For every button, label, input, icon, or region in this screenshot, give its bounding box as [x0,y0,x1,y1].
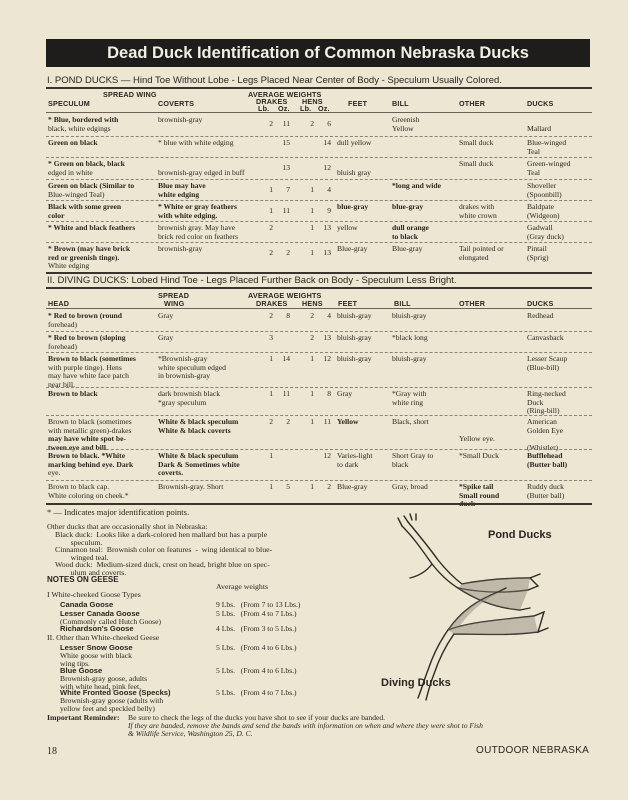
goose-description: Brownish-gray goose (adults with [60,696,164,705]
row-divider [46,415,592,416]
pond-coverts: brownish-gray [158,244,203,253]
rule [46,112,592,113]
row-divider [46,221,592,222]
diving-header-avg: AVERAGE WEIGHTS [248,291,322,300]
pond-ducks-name: Teal [527,167,540,177]
page-number: 18 [47,746,57,757]
pond-speculum: Black with some green [48,202,122,211]
page-title: Dead Duck Identification of Common Nebraska Ducks [107,44,529,62]
pond-drake-oz: 2 [286,248,290,257]
pond-coverts: brick red color on feathers [158,231,239,241]
pond-speculum: Green on black [48,138,98,147]
pond-speculum: * Blue, bordered with [48,115,119,124]
diving-head: with metallic green)-drakes [48,425,132,435]
goose-description: yellow feet and speckled belly) [60,703,155,713]
diving-head: Brown to black [48,389,98,398]
rule [46,308,592,309]
pond-speculum: black, white edgings [48,123,111,133]
diving-ducks-name: American [527,417,557,426]
diving-bill: Black, short [392,417,429,426]
magazine-name: OUTDOOR NEBRASKA [476,745,590,756]
pond-coverts: brownish gray. May have [158,223,236,232]
diving-ducks-name: (Butter ball) [527,459,568,469]
pond-feet: bluish gray [337,167,371,177]
diving-head: Brown to black (sometimes [48,417,132,426]
pond-bill: Yellow [392,123,414,133]
pond-feet: dull yellow [337,138,372,147]
pond-header-hens: HENS [302,97,323,106]
diving-header-wing: WING [164,299,185,308]
diving-feet: Blue-gray [337,482,368,491]
pond-coverts: * White or gray feathers [158,202,238,211]
row-divider [46,331,592,332]
diving-feet: Varies-light [337,451,373,460]
goose-description: Brownish-gray goose, adults [60,674,148,683]
diving-ducks-name: Ring-necked [527,389,566,398]
row-divider [46,387,592,388]
diving-drake-oz: 5 [286,482,290,491]
diving-header-bill: BILL [394,299,411,308]
other-duck-line: Cinnamon teal: Brownish color on features - wing identical to blue- [55,545,273,555]
diving-head: marking behind eye. Dark [48,459,134,469]
diving-head: may have white spot be- [48,434,127,443]
diving-hen-oz: 2 [327,482,331,491]
pond-speculum: Green on black (Similar to [48,181,135,190]
pond-coverts: with white edging. [158,210,218,220]
diving-hen-oz: 12 [323,354,331,363]
diving-drake-lb: 1 [269,451,273,460]
diving-other: Small round [459,490,500,500]
diving-drake-lb: 1 [269,482,273,491]
diving-head: * Red to brown (sloping [48,333,126,342]
reminder-line: If they are banded, remove the bands and send the bands with information on when and where they were shot to Fish [128,721,483,730]
diving-hen-lb: 1 [310,389,314,398]
diving-bill: bluish-gray [392,311,427,320]
pond-other: white crown [459,210,497,220]
pond-ducks-name: (Sprig) [527,252,549,262]
diving-drake-lb: 2 [269,417,273,426]
pond-speculum: red or greenish tinge). [48,252,120,262]
goose-description: White goose with black [60,651,132,660]
other-duck-line: winged teal. [55,552,109,562]
diving-drake-oz: 14 [282,354,290,363]
rule [46,503,592,505]
diving-bill: black [392,459,409,469]
pond-header-drakes: DRAKES [256,97,288,106]
diving-bill: bluish-gray [392,354,427,363]
pond-feet: Blue-gray [337,244,368,253]
goose-weight: 9 Lbs. (From 7 to 13 Lbs.) [216,600,301,609]
diving-bill: white ring [392,397,424,407]
diving-head: * Red to brown (round [48,311,122,320]
diving-hen-oz: 13 [323,333,331,342]
pond-ducks-name: (Widgeon) [527,210,560,220]
diving-hen-lb: 1 [310,417,314,426]
diving-header-feet: FEET [338,299,358,308]
pond-other: Small duck [459,138,494,147]
pond-hen-lb: 2 [310,119,314,128]
diving-head: near bill. [48,379,75,389]
diving-header-spread: SPREAD [158,291,190,300]
diving-ducks-name: Lesser Scaup [527,354,568,363]
diving-other: Yellow eye. [459,434,495,443]
goose-weight: 5 Lbs. (From 4 to 7 Lbs.) [216,688,297,697]
goose-description: wing tips. [60,658,90,668]
diving-wing: coverts. [158,468,184,477]
reminder-label: Important Reminder: [47,713,120,722]
diving-feet: Yellow [337,417,359,426]
diving-header-head: HEAD [48,299,70,308]
pond-ducks-name: Blue-winged [527,138,567,147]
diving-wing: *gray speculum [158,397,207,407]
pond-header-oz1: Oz. [278,104,290,113]
diving-hen-oz: 8 [327,389,331,398]
pond-drake-oz: 15 [282,138,290,147]
diving-drake-lb: 2 [269,311,273,320]
pond-feet: blue-gray [337,202,369,211]
diving-bill: Short Gray to [392,451,434,460]
diving-ducks-name: Redhead [527,311,554,320]
goose-name: White Fronted Goose (Specks) [60,688,171,697]
diving-other: *Spike tail [459,482,494,491]
diving-hen-lb: 2 [310,311,314,320]
pond-ducks-name: Baldpate [527,202,554,211]
pond-header-avg: AVERAGE WEIGHTS [248,90,322,99]
pond-other: drakes with [459,202,495,211]
diving-hen-oz: 4 [327,311,331,320]
geese-group-2: II. Other than White-cheeked Geese [47,633,160,642]
row-divider [46,242,592,243]
other-duck-line: speculum. [55,537,103,547]
diving-header-drakes: DRAKES [256,299,288,308]
pond-drake-lb: 1 [269,206,273,215]
diving-hen-oz: 12 [323,451,331,460]
diving-head: forehead) [48,319,78,329]
diving-hen-lb: 1 [310,482,314,491]
diving-wing: *Brownish-gray [158,354,208,363]
pond-speculum: * Brown (may have brick [48,244,131,253]
diving-head: forehead) [48,341,78,351]
diving-drake-oz: 2 [286,417,290,426]
pond-other: Tail pointed or [459,244,504,253]
pond-header-speculum: SPECULUM [48,99,90,108]
pond-other: elongated [459,252,489,262]
pond-ducks-name: (Gray duck) [527,231,564,241]
pond-hen-lb: 1 [310,248,314,257]
pond-speculum: edged in white [48,167,93,177]
diving-other: duck [459,499,476,508]
pond-speculum: * Green on black, black [48,159,125,168]
diving-wing: White & black speculum [158,451,239,460]
pond-hen-oz: 13 [323,223,331,232]
rule [46,287,592,289]
footnote: * — Indicates major identification points. [47,507,190,517]
diving-wing: Gray [158,333,174,342]
row-divider [46,200,592,201]
pond-drake-oz: 11 [282,206,290,215]
diving-ducks-heading: II. DIVING DUCKS: Lobed Hind Toe - Legs Placed Further Back on Body - Speculum Less Bright. [47,275,457,286]
goose-name: Lesser Canada Goose [60,609,140,618]
diving-header-hens: HENS [302,299,323,308]
diving-feet: Gray [337,389,353,398]
goose-name: Richardson's Goose [60,624,134,633]
diving-ducks-name: Golden Eye [527,425,564,435]
other-ducks-intro: Other ducks that are occasionally shot in Nebraska: [47,522,208,531]
pond-bill: Greenish [392,115,420,124]
diving-feet: bluish-gray [337,333,372,342]
row-divider [46,136,592,137]
diving-wing: dark brownish black [158,389,220,398]
diving-drake-oz: 11 [282,389,290,398]
diving-ducks-name: (Whistler) [527,442,559,452]
diving-head: Brown to black cap. [48,482,110,491]
pond-ducks-name: Teal [527,146,540,156]
diving-wing: Dark & Sometimes white [158,459,240,469]
goose-weight: 5 Lbs. (From 4 to 6 Lbs.) [216,666,297,675]
pond-speculum: * White and black feathers [48,223,136,232]
diving-wing: White & black speculum [158,417,239,426]
goose-name: Blue Goose [60,666,103,675]
reminder-line: & Wildlife Service, Washington 25, D. C. [128,729,253,738]
diving-head: with purple tinge). Hens [48,362,122,372]
pond-speculum: White edging [48,261,90,270]
pond-bill: to black [392,231,418,241]
diving-hen-lb: 2 [310,333,314,342]
pond-ducks-name: Green-winged [527,159,571,168]
diving-head: Brown to black. *White [48,451,126,460]
pond-header-spread: SPREAD WING [103,90,157,99]
pond-header-ducks: DUCKS [527,99,554,108]
diving-other: *Small Duck [459,451,499,460]
pond-speculum: color [48,210,65,220]
pond-drake-oz: 7 [286,185,290,194]
diving-ducks-name: Duck [527,397,544,407]
pond-hen-oz: 9 [327,206,331,215]
goose-description: with white head, pink feet. [60,681,141,691]
pond-drake-lb: 1 [269,185,273,194]
pond-feet: yellow [337,223,358,232]
pond-hen-oz: 12 [323,163,331,172]
diving-hen-oz: 11 [323,417,331,426]
pond-bill: blue-gray [392,202,424,211]
pond-ducks-name: Mallard [527,123,552,133]
diving-drake-lb: 1 [269,354,273,363]
diving-wing: White & black coverts [158,425,231,435]
goose-name: Lesser Snow Goose [60,643,133,652]
diving-head: White coloring on cheek.* [48,490,129,500]
goose-weight: 5 Lbs. (From 4 to 6 Lbs.) [216,643,297,652]
pond-header-oz2: Oz. [318,104,330,113]
goose-name: Canada Goose [60,600,114,609]
diving-feet: bluish-gray [337,354,372,363]
pond-bill: dull orange [392,223,429,232]
diving-wing: white speculum edged [158,362,226,372]
pond-coverts: Blue may have [158,181,206,190]
pond-hen-oz: 14 [323,138,331,147]
pond-coverts: white edging [158,189,200,199]
row-divider [46,480,592,481]
goose-description: (Commonly called Hutch Goose) [60,617,162,626]
diving-ducks-name: (Ring-bill) [527,406,560,415]
diving-wing: in brownish-gray [158,371,211,380]
diving-head: eye. [48,468,61,477]
pond-hen-oz: 13 [323,248,331,257]
title-banner [46,39,590,67]
diving-head: tween eye and bill. [48,442,108,452]
diving-head: may have white face patch [48,371,129,380]
diving-header-other: OTHER [459,299,486,308]
pond-ducks-name: (Spoonbill) [527,189,562,199]
pond-coverts: brownish-gray [158,115,203,124]
pond-coverts: * blue with white edging [158,138,234,147]
pond-ducks-name: Gadwall [527,223,553,232]
diving-ducks-name: (Blue-bill) [527,362,560,372]
diving-feet: to dark [337,459,359,469]
pond-bill: *long and wide [392,181,441,190]
rule [46,272,592,274]
diving-hen-lb: 1 [310,354,314,363]
rule [46,87,592,89]
pond-hen-oz: 6 [327,119,331,128]
pond-hen-lb: 1 [310,223,314,232]
pond-drake-oz: 11 [282,119,290,128]
diving-ducks-name: Bufflehead [527,451,563,460]
pond-header-bill: BILL [392,99,409,108]
pond-header-other: OTHER [459,99,486,108]
pond-header-lb2: Lb. [300,104,312,113]
diving-drake-oz: 8 [286,311,290,320]
diving-head: Brown to black (sometimes [48,354,136,363]
other-duck-line: Wood duck: Medium-sized duck, crest on head, bright blue on spec- [55,560,270,570]
row-divider [46,179,592,180]
other-duck-line: ulum and coverts. [55,568,127,577]
pond-bill: Blue-gray [392,244,423,253]
other-duck-line: Black duck: Looks like a dark-colored hen mallard but has a purple [55,530,268,539]
goose-weight: 5 Lbs. (From 4 to 7 Lbs.) [216,609,297,618]
pond-drake-lb: 2 [269,248,273,257]
pond-header-lb1: Lb. [258,104,270,113]
pond-drake-oz: 13 [282,163,290,172]
pond-hen-lb: 1 [310,185,314,194]
diving-header-ducks: DUCKS [527,299,554,308]
pond-speculum: Blue-winged Teal) [48,189,105,199]
reminder-line: Be sure to check the legs of the ducks you have shot to see if your ducks are banded. [128,713,386,722]
diving-drake-lb: 3 [269,333,273,342]
diving-ducks-name: (Butter ball) [527,490,565,500]
pond-other: Small duck [459,159,494,168]
pond-header-feet: FEET [348,99,368,108]
geese-heading: NOTES ON GEESE [47,575,119,584]
geese-avg-label: Average weights [216,582,269,591]
pond-ducks-heading: I. POND DUCKS — Hind Toe Without Lobe - Legs Placed Near Center of Body - Speculum Usually Colored. [47,75,502,86]
pond-ducks-label: Pond Ducks [488,529,552,541]
diving-ducks-name: Canvasback [527,333,564,342]
diving-wing: Brownish-gray. Short [158,482,224,491]
diving-bill: Gray, broad [392,482,428,491]
row-divider [46,449,592,450]
diving-feet: bluish-gray [337,311,372,320]
goose-weight: 4 Lbs. (From 3 to 5 Lbs.) [216,624,297,633]
pond-header-coverts: COVERTS [158,99,195,108]
diving-ducks-name: Ruddy duck [527,482,564,491]
pond-coverts: brownish-gray edged in buff [158,167,245,177]
diving-ducks-label: Diving Ducks [381,677,451,689]
diving-bill: *Gray with [392,389,427,398]
pond-ducks-name: Pintail [527,244,547,253]
geese-group-1: I White-cheeked Goose Types [47,590,141,599]
pond-ducks-name: Shoveller [527,181,557,190]
diving-wing: Gray [158,311,174,320]
pond-hen-oz: 4 [327,185,331,194]
diving-drake-lb: 1 [269,389,273,398]
diving-bill: *black long [392,333,428,342]
pond-hen-lb: 1 [310,206,314,215]
pond-drake-lb: 2 [269,119,273,128]
pond-drake-lb: 2 [269,223,273,232]
row-divider [46,157,592,158]
row-divider [46,352,592,353]
